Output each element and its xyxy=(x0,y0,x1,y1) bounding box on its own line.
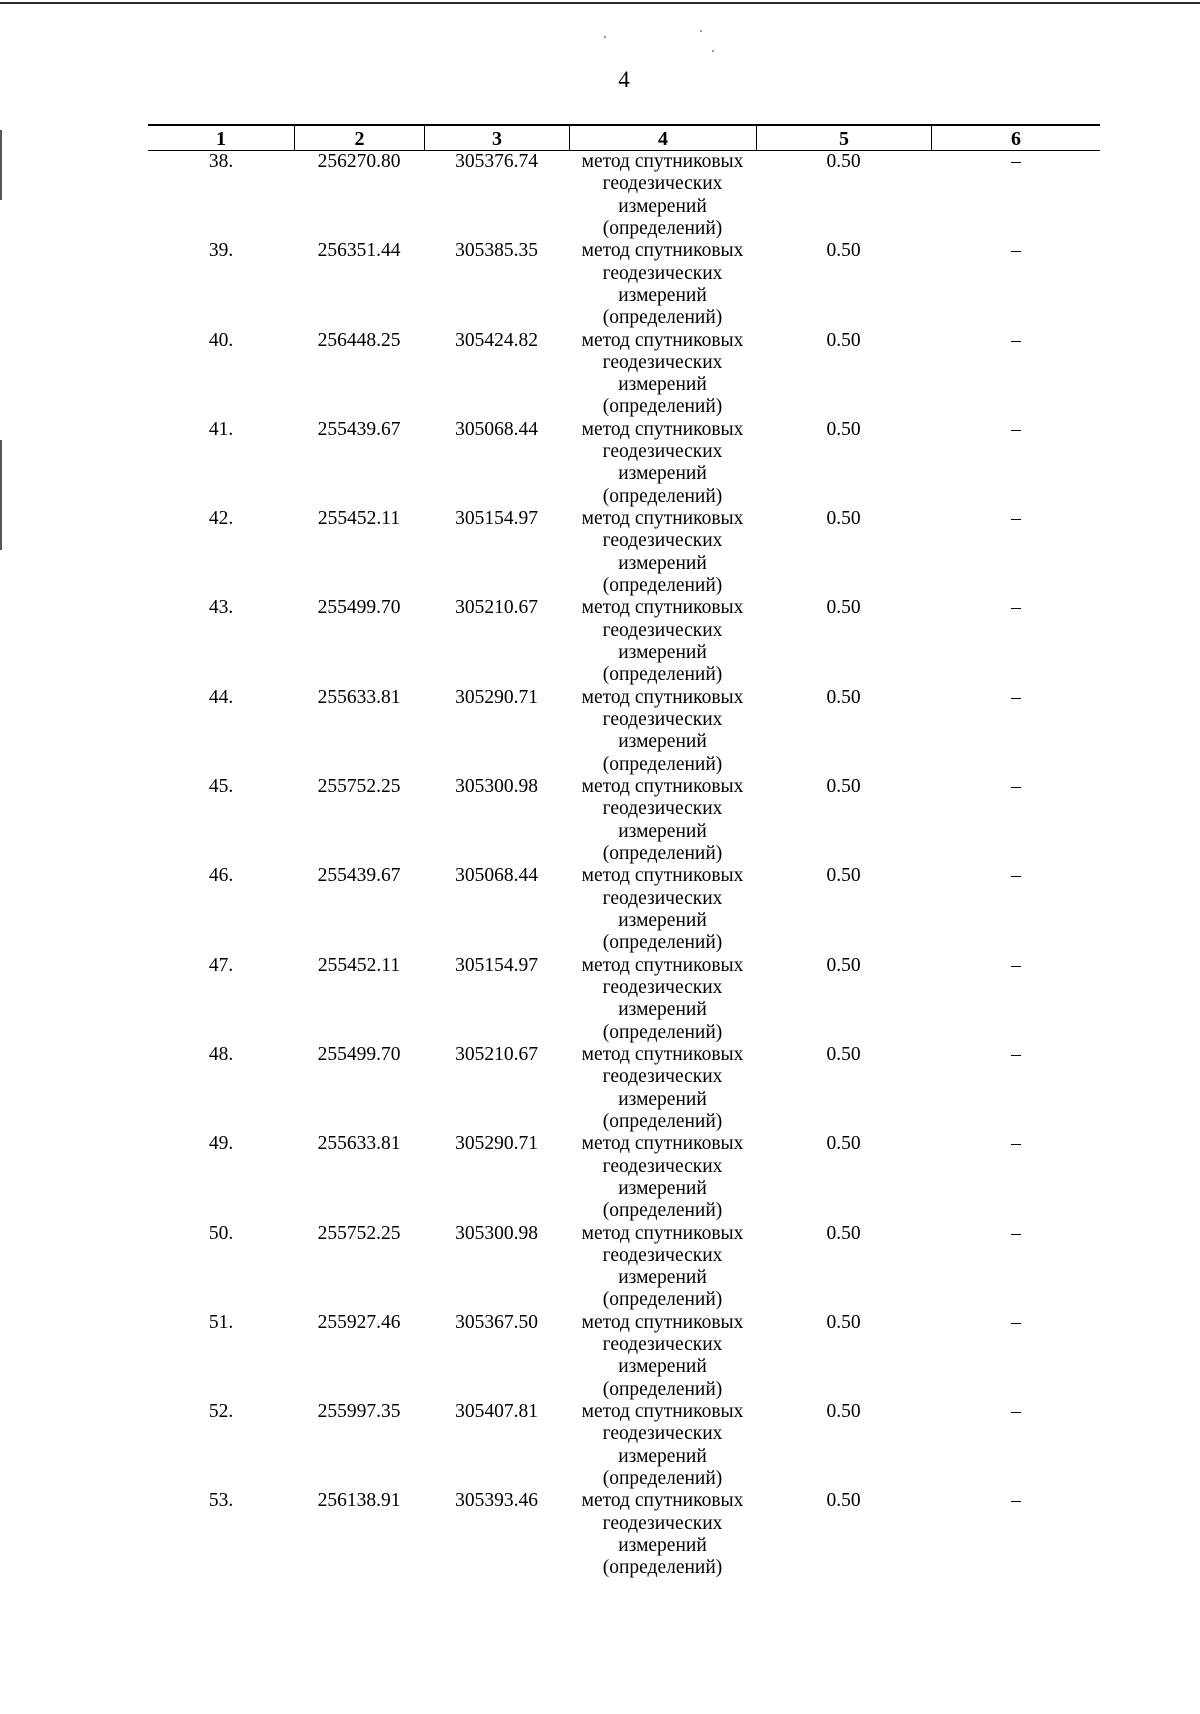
accuracy-cell: 0.50 xyxy=(826,508,861,530)
note-cell: – xyxy=(1011,418,1021,440)
column-header-6: 6 xyxy=(931,126,1100,151)
method-cell xyxy=(569,508,756,597)
method-cell xyxy=(569,597,756,686)
x-coordinate-cell: 255927.46 xyxy=(317,1311,401,1333)
column-header-1: 1 xyxy=(216,128,226,150)
x-coordinate-cell: 256138.91 xyxy=(317,1490,401,1512)
method-text-line: метод спутниковых xyxy=(581,1222,744,1244)
accuracy-cell: 0.50 xyxy=(826,418,861,440)
method-text-line: геодезических xyxy=(602,1512,723,1534)
x-coordinate-cell: 255997.35 xyxy=(317,1401,401,1423)
accuracy-cell: 0.50 xyxy=(826,1133,861,1155)
accuracy-cell: 0.50 xyxy=(826,954,861,976)
method-text-line: (определений) xyxy=(602,307,723,329)
method-text-line: метод спутниковых xyxy=(581,1490,744,1512)
y-coordinate-cell: 305154.97 xyxy=(455,508,538,530)
method-text-line: (определений) xyxy=(602,485,723,507)
note-cell: – xyxy=(1011,954,1021,976)
method-text-line: (определений) xyxy=(602,932,723,954)
point-number-cell: 46. xyxy=(208,865,234,887)
y-coordinate-cell: 305154.97 xyxy=(455,954,538,976)
x-coordinate-cell: 255633.81 xyxy=(317,1133,401,1155)
method-cell xyxy=(569,776,756,865)
method-text-line: (определений) xyxy=(602,1021,723,1043)
accuracy-cell: 0.50 xyxy=(826,865,861,887)
accuracy-cell: 0.50 xyxy=(826,329,861,351)
method-text-line: геодезических xyxy=(602,1244,723,1266)
method-cell xyxy=(569,955,756,1044)
point-number-cell: 42. xyxy=(208,508,234,530)
method-text-line: измерений xyxy=(618,374,707,396)
method-text-line: (определений) xyxy=(602,1557,723,1579)
y-coordinate-cell: 305068.44 xyxy=(455,865,538,887)
method-text-line: геодезических xyxy=(602,351,723,373)
method-cell xyxy=(569,330,756,419)
method-cell xyxy=(569,1223,756,1312)
method-text-line: метод спутниковых xyxy=(581,954,744,976)
method-text-line: метод спутниковых xyxy=(581,1401,744,1423)
method-text-line: (определений) xyxy=(602,575,723,597)
point-number-cell: 53. xyxy=(208,1490,234,1512)
method-text-line: геодезических xyxy=(602,709,723,731)
y-coordinate-cell: 305376.74 xyxy=(455,151,538,172)
method-text-line: метод спутниковых xyxy=(581,597,744,619)
method-text-line: геодезических xyxy=(602,1066,723,1088)
x-coordinate-cell: 256351.44 xyxy=(317,240,401,262)
point-number-cell: 48. xyxy=(208,1043,234,1065)
accuracy-cell: 0.50 xyxy=(826,597,861,619)
point-number-cell: 47. xyxy=(208,954,234,976)
method-cell xyxy=(569,151,756,240)
method-text-line: (определений) xyxy=(602,664,723,686)
table-row xyxy=(148,865,1100,954)
method-text-line: метод спутниковых xyxy=(581,865,744,887)
method-cell xyxy=(569,1133,756,1222)
method-text-line: метод спутниковых xyxy=(581,686,744,708)
method-cell xyxy=(569,240,756,329)
accuracy-cell: 0.50 xyxy=(826,1043,861,1065)
method-text-line: измерений xyxy=(618,463,707,485)
scan-edge-mark xyxy=(0,130,2,200)
scan-speck xyxy=(712,50,714,52)
method-text-line: геодезических xyxy=(602,1423,723,1445)
method-text-line: (определений) xyxy=(602,753,723,775)
method-text-line: измерений xyxy=(618,1267,707,1289)
column-header-3: 3 xyxy=(424,126,569,151)
method-text-line: метод спутниковых xyxy=(581,776,744,798)
table-row xyxy=(148,597,1100,686)
method-text-line: измерений xyxy=(618,195,707,217)
x-coordinate-cell: 255439.67 xyxy=(317,865,401,887)
method-text-line: измерений xyxy=(618,1445,707,1467)
method-text-line: геодезических xyxy=(602,173,723,195)
point-number-cell: 40. xyxy=(208,329,234,351)
column-header-5: 5 xyxy=(756,126,931,151)
x-coordinate-cell: 255452.11 xyxy=(317,508,401,530)
y-coordinate-cell: 305290.71 xyxy=(455,686,538,708)
table-row xyxy=(148,1312,1100,1401)
y-coordinate-cell: 305300.98 xyxy=(455,776,538,798)
x-coordinate-cell: 256270.80 xyxy=(317,151,401,172)
x-coordinate-cell: 255752.25 xyxy=(317,776,401,798)
method-cell xyxy=(569,1401,756,1490)
x-coordinate-cell: 255452.11 xyxy=(317,954,401,976)
method-text-line: (определений) xyxy=(602,396,723,418)
y-coordinate-cell: 305424.82 xyxy=(455,329,538,351)
accuracy-cell: 0.50 xyxy=(826,1311,861,1333)
method-text-line: метод спутниковых xyxy=(581,508,744,530)
method-text-line: метод спутниковых xyxy=(581,418,744,440)
x-coordinate-cell: 255633.81 xyxy=(317,686,401,708)
accuracy-cell: 0.50 xyxy=(826,1401,861,1423)
y-coordinate-cell: 305367.50 xyxy=(455,1311,538,1333)
point-number-cell: 45. xyxy=(208,776,234,798)
method-text-line: измерений xyxy=(618,820,707,842)
accuracy-cell: 0.50 xyxy=(826,151,861,172)
point-number-cell: 44. xyxy=(208,686,234,708)
note-cell: – xyxy=(1011,151,1021,172)
point-number-cell: 43. xyxy=(208,597,234,619)
table-row xyxy=(148,1044,1100,1133)
table-row xyxy=(148,151,1100,240)
table-row xyxy=(148,776,1100,865)
x-coordinate-cell: 256448.25 xyxy=(317,329,401,351)
method-text-line: измерений xyxy=(618,284,707,306)
method-cell xyxy=(569,687,756,776)
note-cell: – xyxy=(1011,776,1021,798)
scan-edge-mark xyxy=(0,440,2,550)
column-header-4: 4 xyxy=(569,126,756,151)
table-row xyxy=(148,419,1100,508)
accuracy-cell: 0.50 xyxy=(826,686,861,708)
point-number-cell: 49. xyxy=(208,1133,234,1155)
method-text-line: измерений xyxy=(618,731,707,753)
accuracy-cell: 0.50 xyxy=(826,776,861,798)
method-text-line: измерений xyxy=(618,1177,707,1199)
note-cell: – xyxy=(1011,597,1021,619)
point-number-cell: 52. xyxy=(208,1401,234,1423)
note-cell: – xyxy=(1011,1133,1021,1155)
table-row xyxy=(148,1223,1100,1312)
method-text-line: метод спутниковых xyxy=(581,1311,744,1333)
method-text-line: геодезических xyxy=(602,1334,723,1356)
y-coordinate-cell: 305407.81 xyxy=(455,1401,538,1423)
method-text-line: измерений xyxy=(618,642,707,664)
y-coordinate-cell: 305210.67 xyxy=(455,1043,538,1065)
x-coordinate-cell: 255499.70 xyxy=(317,1043,401,1065)
method-cell xyxy=(569,419,756,508)
method-text-line: измерений xyxy=(618,999,707,1021)
table-row xyxy=(148,240,1100,329)
point-number-cell: 39. xyxy=(208,240,234,262)
method-text-line: измерений xyxy=(618,909,707,931)
scan-speck xyxy=(604,36,606,38)
method-text-line: геодезических xyxy=(602,262,723,284)
note-cell: – xyxy=(1011,686,1021,708)
method-text-line: геодезических xyxy=(602,887,723,909)
method-text-line: метод спутниковых xyxy=(581,1043,744,1065)
note-cell: – xyxy=(1011,329,1021,351)
y-coordinate-cell: 305385.35 xyxy=(455,240,538,262)
accuracy-cell: 0.50 xyxy=(826,1222,861,1244)
method-text-line: измерений xyxy=(618,1356,707,1378)
method-text-line: метод спутниковых xyxy=(581,151,744,172)
method-cell xyxy=(569,1312,756,1401)
point-number-cell: 41. xyxy=(208,418,234,440)
method-text-line: геодезических xyxy=(602,976,723,998)
scan-border-line xyxy=(0,2,1200,4)
method-text-line: (определений) xyxy=(602,1110,723,1132)
table-row xyxy=(148,1401,1100,1490)
note-cell: – xyxy=(1011,1401,1021,1423)
x-coordinate-cell: 255752.25 xyxy=(317,1222,401,1244)
point-number-cell: 51. xyxy=(208,1311,234,1333)
note-cell: – xyxy=(1011,508,1021,530)
y-coordinate-cell: 305393.46 xyxy=(455,1490,538,1512)
y-coordinate-cell: 305068.44 xyxy=(455,418,538,440)
method-text-line: геодезических xyxy=(602,619,723,641)
table-row xyxy=(148,330,1100,419)
scan-speck xyxy=(700,30,702,32)
table-row xyxy=(148,955,1100,1044)
table-body xyxy=(148,151,1100,1580)
method-cell xyxy=(569,865,756,954)
point-number-cell: 38. xyxy=(208,151,234,172)
page-number: 4 xyxy=(618,67,630,92)
method-text-line: метод спутниковых xyxy=(581,1133,744,1155)
accuracy-cell: 0.50 xyxy=(826,1490,861,1512)
method-text-line: (определений) xyxy=(602,842,723,864)
table-row xyxy=(148,687,1100,776)
note-cell: – xyxy=(1011,1043,1021,1065)
method-text-line: геодезических xyxy=(602,1155,723,1177)
method-text-line: геодезических xyxy=(602,530,723,552)
x-coordinate-cell: 255439.67 xyxy=(317,418,401,440)
note-cell: – xyxy=(1011,1222,1021,1244)
note-cell: – xyxy=(1011,865,1021,887)
method-cell xyxy=(569,1490,756,1579)
table-row xyxy=(148,508,1100,597)
note-cell: – xyxy=(1011,1490,1021,1512)
x-coordinate-cell: 255499.70 xyxy=(317,597,401,619)
method-text-line: измерений xyxy=(618,1088,707,1110)
table-header xyxy=(148,126,1100,151)
method-text-line: геодезических xyxy=(602,798,723,820)
method-text-line: (определений) xyxy=(602,1468,723,1490)
method-cell xyxy=(569,1044,756,1133)
y-coordinate-cell: 305290.71 xyxy=(455,1133,538,1155)
column-header-2: 2 xyxy=(294,126,424,151)
method-text-line: метод спутниковых xyxy=(581,240,744,262)
note-cell: – xyxy=(1011,1311,1021,1333)
table-row xyxy=(148,1133,1100,1222)
method-text-line: (определений) xyxy=(602,1378,723,1400)
method-text-line: измерений xyxy=(618,552,707,574)
note-cell: – xyxy=(1011,240,1021,262)
table-row xyxy=(148,1490,1100,1579)
method-text-line: измерений xyxy=(618,1535,707,1557)
method-text-line: (определений) xyxy=(602,217,723,239)
accuracy-cell: 0.50 xyxy=(826,240,861,262)
method-text-line: (определений) xyxy=(602,1200,723,1222)
method-text-line: метод спутниковых xyxy=(581,329,744,351)
method-text-line: (определений) xyxy=(602,1289,723,1311)
point-number-cell: 50. xyxy=(208,1222,234,1244)
y-coordinate-cell: 305300.98 xyxy=(455,1222,538,1244)
y-coordinate-cell: 305210.67 xyxy=(455,597,538,619)
method-text-line: геодезических xyxy=(602,441,723,463)
